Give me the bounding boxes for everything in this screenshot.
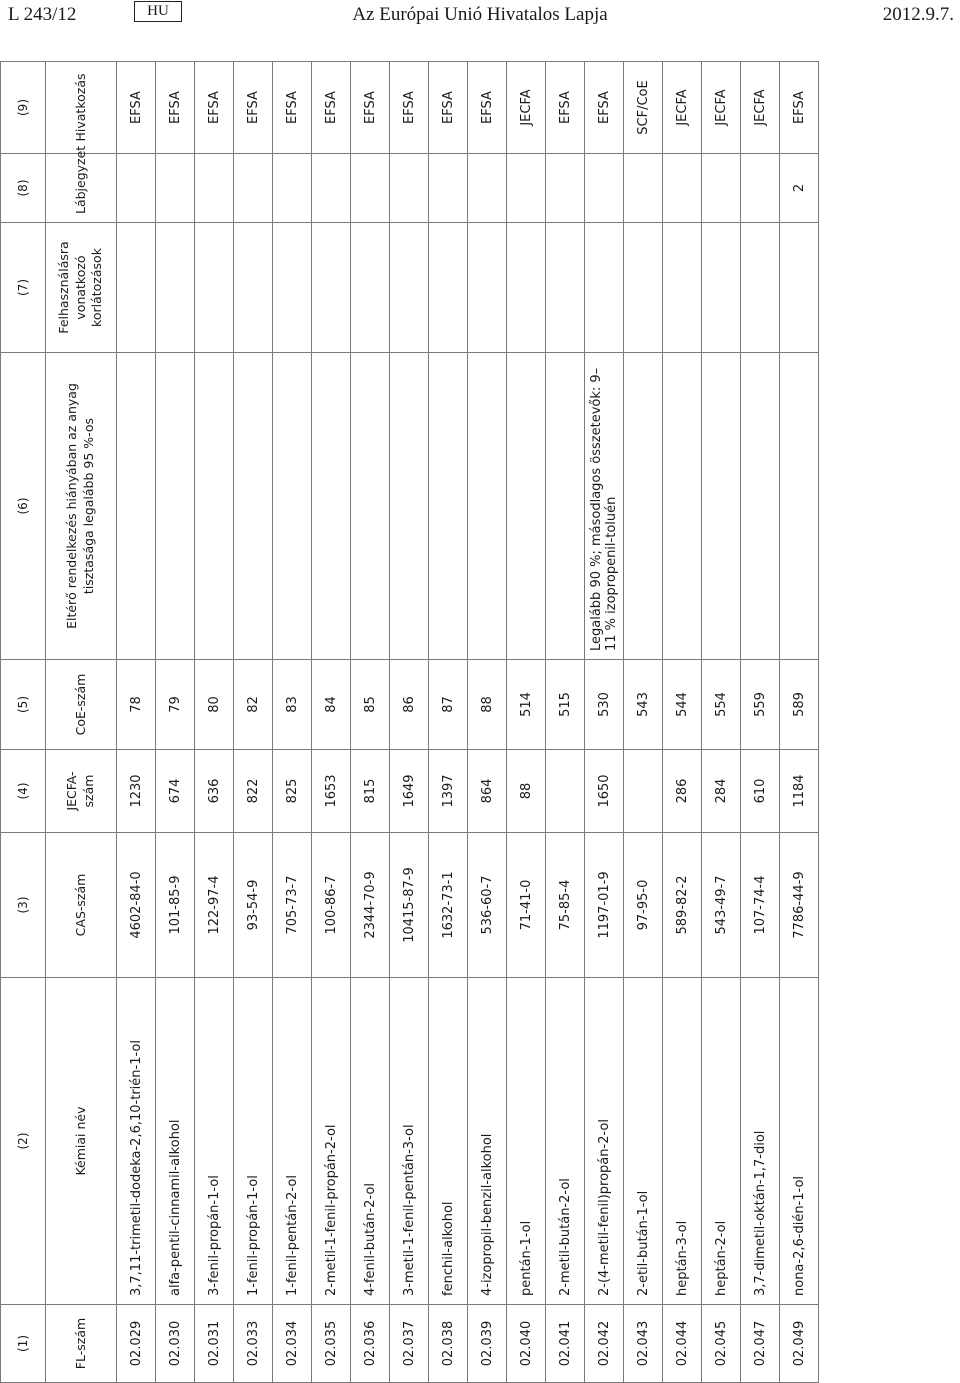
coe-number-cell: 86 — [390, 660, 429, 750]
purity-cell — [741, 353, 780, 660]
footnote-cell — [507, 154, 546, 223]
jecfa-number-cell: 825 — [273, 750, 312, 833]
table-row — [234, 62, 273, 1383]
fl-number-cell: 02.031 — [195, 1305, 234, 1383]
fl-number-cell: 02.042 — [585, 1305, 624, 1383]
cas-number-cell: 705-73-7 — [273, 833, 312, 978]
coe-number-cell: 84 — [312, 660, 351, 750]
footnote-cell — [117, 154, 156, 223]
column-number: (9) — [1, 62, 46, 154]
publication-date: 2012.9.7. — [882, 4, 954, 25]
header-fl-number: FL-szám — [46, 1305, 117, 1383]
jecfa-number-cell: 1649 — [390, 750, 429, 833]
table-row — [429, 62, 468, 1383]
rotated-table-container — [0, 62, 953, 1383]
jecfa-number-cell: 286 — [663, 750, 702, 833]
coe-number-cell: 544 — [663, 660, 702, 750]
chemical-name-cell: pentán-1-ol — [507, 978, 546, 1305]
coe-number-cell: 82 — [234, 660, 273, 750]
cas-number-cell: 75-85-4 — [546, 833, 585, 978]
reference-cell: JECFA — [507, 62, 546, 154]
chemical-name-cell: heptán-3-ol — [663, 978, 702, 1305]
header-purity: Eltérő rendelkezés hiányában az anyag tisztasága legalább 95 %-os — [46, 353, 117, 660]
footnote-cell — [273, 154, 312, 223]
reference-cell: EFSA — [273, 62, 312, 154]
purity-cell — [273, 353, 312, 660]
chemical-name-cell: 2-etil-bután-1-ol — [624, 978, 663, 1305]
footnote-cell — [195, 154, 234, 223]
fl-number-cell: 02.045 — [702, 1305, 741, 1383]
purity-cell — [429, 353, 468, 660]
restrictions-cell — [780, 223, 819, 353]
footnote-cell: 2 — [780, 154, 819, 223]
jecfa-number-cell: 284 — [702, 750, 741, 833]
chemical-name-cell: fenchil-alkohol — [429, 978, 468, 1305]
table-row — [546, 62, 585, 1383]
table-row — [702, 62, 741, 1383]
fl-number-cell: 02.036 — [351, 1305, 390, 1383]
restrictions-cell — [507, 223, 546, 353]
purity-cell — [546, 353, 585, 660]
coe-number-cell: 85 — [351, 660, 390, 750]
fl-number-cell: 02.039 — [468, 1305, 507, 1383]
restrictions-cell — [117, 223, 156, 353]
coe-number-cell: 559 — [741, 660, 780, 750]
reference-cell: EFSA — [195, 62, 234, 154]
fl-number-cell: 02.030 — [156, 1305, 195, 1383]
fl-number-cell: 02.041 — [546, 1305, 585, 1383]
jecfa-number-cell: 1653 — [312, 750, 351, 833]
restrictions-cell — [312, 223, 351, 353]
table-row — [390, 62, 429, 1383]
footnote-cell — [429, 154, 468, 223]
footnote-cell — [234, 154, 273, 223]
column-number: (8) — [1, 154, 46, 223]
jecfa-number-cell: 1184 — [780, 750, 819, 833]
cas-number-cell: 71-41-0 — [507, 833, 546, 978]
coe-number-cell: 515 — [546, 660, 585, 750]
footnote-cell — [585, 154, 624, 223]
table-row — [663, 62, 702, 1383]
purity-cell — [507, 353, 546, 660]
restrictions-cell — [195, 223, 234, 353]
table-row — [507, 62, 546, 1383]
purity-cell — [156, 353, 195, 660]
column-number: (3) — [1, 833, 46, 978]
reference-cell: EFSA — [468, 62, 507, 154]
chemical-name-cell: alfa-pentil-cinnamil-alkohol — [156, 978, 195, 1305]
flavouring-substances-table — [0, 61, 819, 1383]
jecfa-number-cell: 674 — [156, 750, 195, 833]
chemical-name-cell: 3,7-dimetil-oktán-1,7-diol — [741, 978, 780, 1305]
fl-number-cell: 02.035 — [312, 1305, 351, 1383]
chemical-name-cell: 3-fenil-propán-1-ol — [195, 978, 234, 1305]
header-footnote: Lábjegyzet — [46, 154, 117, 223]
restrictions-cell — [390, 223, 429, 353]
cas-number-cell: 4602-84-0 — [117, 833, 156, 978]
jecfa-number-cell: 636 — [195, 750, 234, 833]
cas-number-cell: 543-49-7 — [702, 833, 741, 978]
column-number: (5) — [1, 660, 46, 750]
header-chemical-name: Kémiai név — [46, 978, 117, 1305]
coe-number-cell: 554 — [702, 660, 741, 750]
reference-cell: JECFA — [702, 62, 741, 154]
purity-cell: Legalább 90 %; másodlagos összetevők: 9–11 % izopropenil-toluén — [585, 353, 624, 660]
column-number: (7) — [1, 223, 46, 353]
footnote-cell — [663, 154, 702, 223]
chemical-name-cell: 3,7,11-trimetil-dodeka-2,6,10-trién-1-ol — [117, 978, 156, 1305]
jecfa-number-cell: 822 — [234, 750, 273, 833]
coe-number-cell: 83 — [273, 660, 312, 750]
reference-cell: EFSA — [390, 62, 429, 154]
reference-cell: SCF/CoE — [624, 62, 663, 154]
header-jecfa-number: JECFA-szám — [46, 750, 117, 833]
table-row — [585, 62, 624, 1383]
table-row — [468, 62, 507, 1383]
footnote-cell — [702, 154, 741, 223]
restrictions-cell — [429, 223, 468, 353]
purity-cell — [663, 353, 702, 660]
jecfa-number-cell: 1230 — [117, 750, 156, 833]
column-number-row — [1, 62, 46, 1383]
column-number: (6) — [1, 353, 46, 660]
reference-cell: EFSA — [780, 62, 819, 154]
header-restrictions: Felhasználásra vonatkozó korlátozások — [46, 223, 117, 353]
table-row — [156, 62, 195, 1383]
coe-number-cell: 530 — [585, 660, 624, 750]
restrictions-cell — [273, 223, 312, 353]
reference-cell: JECFA — [741, 62, 780, 154]
table-row — [351, 62, 390, 1383]
restrictions-cell — [585, 223, 624, 353]
jecfa-number-cell: 815 — [351, 750, 390, 833]
cas-number-cell: 1197-01-9 — [585, 833, 624, 978]
reference-cell: EFSA — [429, 62, 468, 154]
fl-number-cell: 02.049 — [780, 1305, 819, 1383]
restrictions-cell — [156, 223, 195, 353]
chemical-name-cell: 2-metil-bután-2-ol — [546, 978, 585, 1305]
fl-number-cell: 02.033 — [234, 1305, 273, 1383]
fl-number-cell: 02.043 — [624, 1305, 663, 1383]
table-row — [312, 62, 351, 1383]
restrictions-cell — [468, 223, 507, 353]
fl-number-cell: 02.037 — [390, 1305, 429, 1383]
jecfa-number-cell: 864 — [468, 750, 507, 833]
chemical-name-cell: 4-izopropil-benzil-alkohol — [468, 978, 507, 1305]
reference-cell: EFSA — [312, 62, 351, 154]
footnote-cell — [546, 154, 585, 223]
table-row — [780, 62, 819, 1383]
purity-cell — [702, 353, 741, 660]
restrictions-cell — [663, 223, 702, 353]
language-badge: HU — [134, 1, 182, 22]
purity-cell — [390, 353, 429, 660]
footnote-cell — [351, 154, 390, 223]
cas-number-cell: 1632-73-1 — [429, 833, 468, 978]
table-row — [117, 62, 156, 1383]
page-reference: L 243/12 — [8, 4, 77, 25]
coe-number-cell: 543 — [624, 660, 663, 750]
reference-cell: EFSA — [156, 62, 195, 154]
table-row — [273, 62, 312, 1383]
footnote-cell — [156, 154, 195, 223]
coe-number-cell: 514 — [507, 660, 546, 750]
coe-number-cell: 87 — [429, 660, 468, 750]
column-number: (1) — [1, 1305, 46, 1383]
purity-cell — [117, 353, 156, 660]
cas-number-cell: 97-95-0 — [624, 833, 663, 978]
column-number: (4) — [1, 750, 46, 833]
chemical-name-cell: 2-(4-metil-fenil)propán-2-ol — [585, 978, 624, 1305]
cas-number-cell: 100-86-7 — [312, 833, 351, 978]
cas-number-cell: 589-82-2 — [663, 833, 702, 978]
chemical-name-cell: 4-fenil-bután-2-ol — [351, 978, 390, 1305]
purity-cell — [234, 353, 273, 660]
restrictions-cell — [351, 223, 390, 353]
table-row — [741, 62, 780, 1383]
footnote-cell — [312, 154, 351, 223]
fl-number-cell: 02.038 — [429, 1305, 468, 1383]
table-row — [624, 62, 663, 1383]
footnote-cell — [468, 154, 507, 223]
footnote-cell — [624, 154, 663, 223]
fl-number-cell: 02.044 — [663, 1305, 702, 1383]
jecfa-number-cell: 1650 — [585, 750, 624, 833]
coe-number-cell: 88 — [468, 660, 507, 750]
reference-cell: EFSA — [546, 62, 585, 154]
page-header — [0, 0, 960, 32]
coe-number-cell: 79 — [156, 660, 195, 750]
footnote-cell — [741, 154, 780, 223]
cas-number-cell: 7786-44-9 — [780, 833, 819, 978]
purity-cell — [624, 353, 663, 660]
fl-number-cell: 02.040 — [507, 1305, 546, 1383]
reference-cell: EFSA — [234, 62, 273, 154]
header-reference: Hivatkozás — [46, 62, 117, 154]
reference-cell: JECFA — [663, 62, 702, 154]
chemical-name-cell: 1-fenil-propán-1-ol — [234, 978, 273, 1305]
jecfa-number-cell: 88 — [507, 750, 546, 833]
purity-cell — [468, 353, 507, 660]
jecfa-number-cell — [624, 750, 663, 833]
cas-number-cell: 536-60-7 — [468, 833, 507, 978]
fl-number-cell: 02.029 — [117, 1305, 156, 1383]
purity-cell — [195, 353, 234, 660]
restrictions-cell — [546, 223, 585, 353]
cas-number-cell: 10415-87-9 — [390, 833, 429, 978]
chemical-name-cell: heptán-2-ol — [702, 978, 741, 1305]
reference-cell: EFSA — [351, 62, 390, 154]
restrictions-cell — [702, 223, 741, 353]
column-header-row — [46, 62, 117, 1383]
cas-number-cell: 122-97-4 — [195, 833, 234, 978]
header-cas-number: CAS-szám — [46, 833, 117, 978]
coe-number-cell: 78 — [117, 660, 156, 750]
jecfa-number-cell: 610 — [741, 750, 780, 833]
reference-cell: EFSA — [585, 62, 624, 154]
header-coe-number: CoE-szám — [46, 660, 117, 750]
restrictions-cell — [741, 223, 780, 353]
coe-number-cell: 80 — [195, 660, 234, 750]
cas-number-cell: 107-74-4 — [741, 833, 780, 978]
chemical-name-cell: 1-fenil-pentán-2-ol — [273, 978, 312, 1305]
column-number: (2) — [1, 978, 46, 1305]
purity-cell — [312, 353, 351, 660]
reference-cell: EFSA — [117, 62, 156, 154]
coe-number-cell: 589 — [780, 660, 819, 750]
restrictions-cell — [624, 223, 663, 353]
journal-title: Az Európai Unió Hivatalos Lapja — [352, 4, 608, 25]
restrictions-cell — [234, 223, 273, 353]
purity-cell — [351, 353, 390, 660]
footnote-cell — [390, 154, 429, 223]
chemical-name-cell: nona-2,6-dién-1-ol — [780, 978, 819, 1305]
chemical-name-cell: 3-metil-1-fenil-pentán-3-ol — [390, 978, 429, 1305]
chemical-name-cell: 2-metil-1-fenil-propán-2-ol — [312, 978, 351, 1305]
fl-number-cell: 02.047 — [741, 1305, 780, 1383]
cas-number-cell: 101-85-9 — [156, 833, 195, 978]
jecfa-number-cell — [546, 750, 585, 833]
cas-number-cell: 93-54-9 — [234, 833, 273, 978]
table-row — [195, 62, 234, 1383]
purity-cell — [780, 353, 819, 660]
jecfa-number-cell: 1397 — [429, 750, 468, 833]
cas-number-cell: 2344-70-9 — [351, 833, 390, 978]
fl-number-cell: 02.034 — [273, 1305, 312, 1383]
